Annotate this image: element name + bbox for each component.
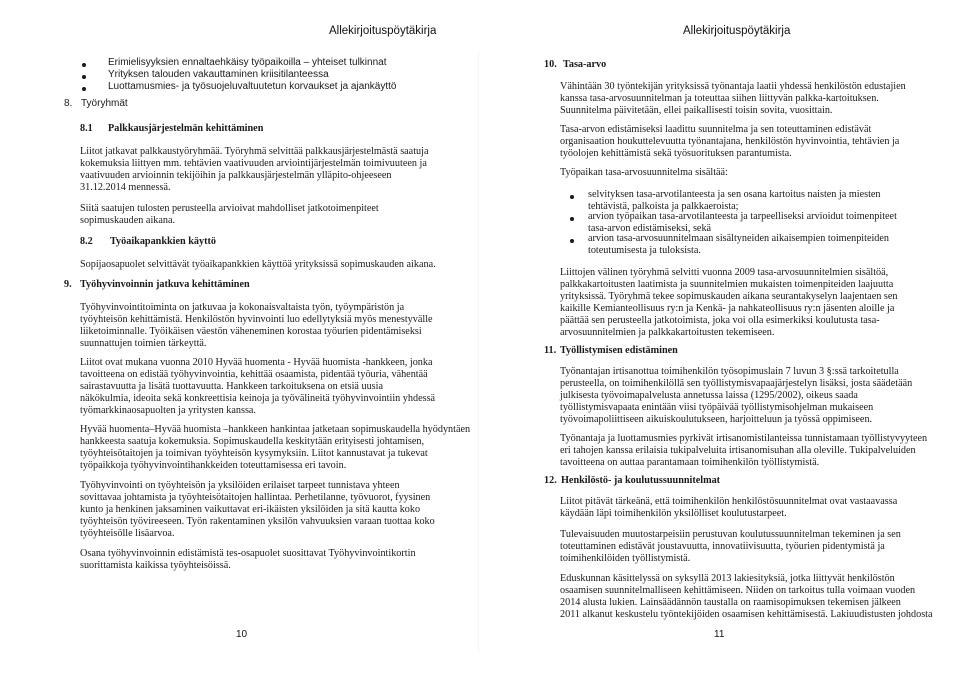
- section-title: Palkkausjärjestelmän kehittäminen: [108, 123, 264, 134]
- paragraph-line: Työnantajan irtisanottua toimihenkilön työsopimuslain 7 luvun 3 §:ssä tarkoitetulla: [560, 366, 899, 377]
- paragraph-line: vaativuuden arvioinnin tekijöihin ja palkkausjärjestelmän ylläpito-ohjeeseen: [80, 170, 392, 181]
- paragraph-line: työyhteisön työvireeseen. Työn rakentaminen yksilön vahvuuksien varaan tuottaa koko: [80, 516, 435, 527]
- paragraph-line: Työhyvinvointitoiminta on jatkuvaa ja kokonaisvaltaista työn, työympäristön ja: [80, 302, 405, 313]
- list-item: tehtävistä, palkoista ja palkkaeroista;: [588, 201, 739, 212]
- paragraph-line: suunnattujen toimien tärkeyttä.: [80, 338, 207, 349]
- paragraph-line: työpaikkoja työhyvinvointihankkeiden toteuttamisessa eri tavoin.: [80, 460, 347, 471]
- list-item: Luottamusmies- ja työsuojeluvaltuutetun korvaukset ja ajankäyttö: [108, 81, 397, 92]
- section-number: 8.2: [80, 236, 93, 247]
- paragraph-line: työyhteisölle lisäarvoa.: [80, 528, 175, 539]
- paragraph-line: näkökulmia, ideoita sekä konkreettisia keinoja ja työvälineitä työhyvinvointiin yhdessä: [80, 393, 436, 404]
- section-number: 12.: [544, 475, 557, 486]
- paragraph-line: Työpaikan tasa-arvosuunnitelma sisältää:: [560, 167, 728, 178]
- paragraph-line: liiketoiminnalle. Työikäisen väestön väheneminen korostaa työurien pidentämiseksi: [80, 326, 422, 337]
- list-item: tasa-arvon edistämiseksi, sekä: [588, 223, 712, 234]
- paragraph-line: eri tahojen kanssa erilaisia tukipalveluita irtisanomisuhan alla oleville. Tukipalveluiden: [560, 445, 916, 456]
- paragraph-line: Liitot pitävät tärkeänä, että toimihenkilön henkilöstösuunnitelmat ovat vastaavassa: [560, 496, 898, 507]
- paragraph-line: työmarkkinaosapuolten ja yritysten kanssa.: [80, 405, 256, 416]
- paragraph-line: tavoitteena on edistää työhyvinvointia, kehittää osaamista, pidentää työuria, vähentää: [80, 369, 428, 380]
- paragraph-line: palkkakartoitusten laatimista ja suunnitelmien mukaisten toimenpiteiden laajuutta: [560, 279, 894, 290]
- paragraph-line: Liitot jatkavat palkkaustyöryhmää. Työryhmä selvittää palkkausjärjestelmästä saatuja: [80, 146, 429, 157]
- page-number: 10: [236, 629, 248, 640]
- bullet-dot: [570, 195, 574, 199]
- section-number: 8.: [64, 98, 73, 109]
- paragraph-line: Hyvää huomenta–Hyvää huomista –hankkeen hankintaa jatketaan sopimuskaudella hyödyntäen: [80, 424, 471, 435]
- paragraph-line: Suunnitelma päivitetään, ellei paikallisesti toisin sovita, vuosittain.: [560, 105, 833, 116]
- paragraph-line: päättää sen perusteella jatkotoimista, joka voi olla esimerkiksi koulutusta tasa-: [560, 315, 880, 326]
- bullet-dot: [82, 87, 86, 91]
- bullet-dot: [570, 217, 574, 221]
- paragraph-line: osaamisen suunnitelmalliseen kehittämiseen. Niiden on tarkoitus tulla voimaan vuoden: [560, 585, 916, 596]
- paragraph-line: käydään läpi toimihenkilön yksilölliset koulutustarpeet.: [560, 508, 787, 519]
- paragraph-line: kunto ja henkinen jaksaminen vaikuttavat eri-ikäisten yksilöiden ja sitä kautta koko: [80, 504, 421, 515]
- page-header-right: Allekirjoituspöytäkirja: [683, 25, 791, 37]
- paragraph-line: kokemuksia liittyen mm. tehtävien vaativuuden arviointijärjestelmän toimivuuteen ja: [80, 158, 427, 169]
- paragraph-line: Liitot ovat mukana vuonna 2010 Hyvää huomenta - Hyvää huomista -hankkeen, jonka: [80, 357, 433, 368]
- paragraph-line: työllistymisvapaata enintään viisi työpäivää työllistymisohjelman mukaiseen: [560, 402, 874, 413]
- paragraph-line: kaikille Kemianteollisuus ry:n ja Kenkä- ja nahkateollisuus ry:n jäsenten aloille ja: [560, 303, 895, 314]
- paragraph-line: Eduskunnan käsittelyssä on syksyllä 2013 lakiesityksiä, jotka liittyvät henkilöstön: [560, 573, 895, 584]
- paragraph-line: työolojen kehittämistä sekä työsuorituksen parantumista.: [560, 148, 792, 159]
- section-number: 9.: [64, 279, 72, 290]
- paragraph-line: 2014 alusta lukien. Lainsäädännön taustalla on raamisopimuksen tekemisen jälkeen: [560, 597, 901, 608]
- list-item: Erimielisyyksien ennaltaehkäisy työpaikoilla – yhteiset tulkinnat: [108, 57, 387, 68]
- section-title: Työhyvinvoinnin jatkuva kehittäminen: [80, 279, 250, 290]
- right-page: [480, 0, 960, 674]
- list-item: arvion työpaikan tasa-arvotilanteesta ja tarpeelliseksi arvioidut toimenpiteet: [588, 211, 897, 222]
- paragraph-line: julkisesta työvoimapalvelusta annetussa laissa (1295/2002), oikeus saada: [560, 390, 858, 401]
- paragraph-line: Tulevaisuuden muutostarpeisiin perustuvan koulutussuunnitelman tekeminen ja sen: [560, 529, 901, 540]
- section-number: 10.: [544, 59, 557, 70]
- paragraph-line: toteuttaminen edistävät joustavuutta, innovatiivisuutta, työurien pidentymistä ja: [560, 541, 885, 552]
- paragraph-line: Tasa-arvon edistämiseksi laadittu suunnitelma ja sen toteuttaminen edistävät: [560, 124, 872, 135]
- page-number: 11: [714, 629, 725, 640]
- paragraph-line: työvoimapoliittiseen aikuiskoulutukseen, harjoitteluun ja työssä oppimiseen.: [560, 414, 873, 425]
- paragraph-line: Liittojen välinen työryhmä selvitti vuonna 2009 tasa-arvosuunnitelmien sisältöä,: [560, 267, 889, 278]
- paragraph-line: Työnantaja ja luottamusmies pyrkivät irtisanomistilanteissa tunnistamaan työllistyvyyteen: [560, 433, 928, 444]
- paragraph-line: toimihenkilöiden työllistymistä.: [560, 553, 691, 564]
- list-item: toteutumisesta ja tuloksista.: [588, 245, 701, 256]
- paragraph-line: sopimuskauden aikana.: [80, 215, 176, 226]
- paragraph-line: sairastavuutta ja lisätä tuottavuutta. Hankkeen tarkoituksena on etsiä uusia: [80, 381, 383, 392]
- page-header-left: Allekirjoituspöytäkirja: [329, 25, 437, 37]
- section-title: Työryhmät: [81, 98, 128, 109]
- section-number: 11.: [544, 345, 557, 356]
- paragraph-line: 2011 alkanut keskustelu työntekijöiden osaamisen kehittämisestä. Lakiuudistusten johdosta: [560, 609, 933, 620]
- section-number: 8.1: [80, 123, 93, 134]
- bullet-dot: [570, 239, 574, 243]
- section-title: Tasa-arvo: [563, 59, 607, 70]
- section-title: Työaikapankkien käyttö: [110, 236, 216, 247]
- paragraph-line: suorittamista kaikissa työyhteisöissä.: [80, 560, 231, 571]
- list-item: Yrityksen talouden vakauttaminen kriisitilanteessa: [108, 69, 329, 80]
- paragraph-line: Siitä saatujen tulosten perusteella arvioivat mahdolliset jatkotoimenpiteet: [80, 203, 379, 214]
- list-item: arvion tasa-arvosuunnitelmaan sisältyneiden aikaisempien toimenpiteiden: [588, 233, 890, 244]
- paragraph-line: 31.12.2014 mennessä.: [80, 182, 171, 193]
- paragraph-line: arvosuunnitelmien ja palkkakartoitusten tekemiseen.: [560, 327, 775, 338]
- paragraph-line: työyhteisön kehittämistä. Henkilöstön hyvinvointi luo edellytyksiä myös menestyvälle: [80, 314, 433, 325]
- paragraph-line: perusteella, on toimihenkilöllä sen työllistymisvapaajärjestelyn lisäksi, josta säädetään: [560, 378, 913, 389]
- paragraph-line: yrityksissä. Työryhmä tekee sopimuskauden aikana seurantakyselyn laajentaen sen: [560, 291, 898, 302]
- paragraph-line: hankkeesta saatuja kokemuksia. Sopimuskaudella keskitytään erityisesti johtamisen,: [80, 436, 425, 447]
- paragraph-line: työyhteisötaitojen ja toimivan työyhteisön kysymyksiin. Liitot kannustavat ja tukevat: [80, 448, 428, 459]
- paragraph-line: tavoitteena on auttaa parantamaan toimihenkilön työllistymistä.: [560, 457, 820, 468]
- list-item: selvityksen tasa-arvotilanteesta ja sen osana kartoitus naisten ja miesten: [588, 189, 881, 200]
- paragraph-line: Osana työhyvinvoinnin edistämistä tes-osapuolet suosittavat Työhyvinvointikortin: [80, 548, 416, 559]
- section-title: Työllistymisen edistäminen: [560, 345, 678, 356]
- paragraph-line: Sopijaosapuolet selvittävät työaikapankkien käyttöä yrityksissä sopimuskauden aikana.: [80, 259, 436, 270]
- paragraph-line: sovittavaa johtamista ja työyhteisötaitojen hallintaa. Perhetilanne, työvuorot, fyysinen: [80, 492, 431, 503]
- bullet-dot: [82, 75, 86, 79]
- bullet-dot: [82, 63, 86, 67]
- section-title: Henkilöstö- ja koulutussuunnitelmat: [561, 475, 721, 486]
- paragraph-line: Työhyvinvointi on työyhteisön ja yksilöiden erilaiset tarpeet tunnistava yhteen: [80, 480, 400, 491]
- paragraph-line: kanssa tasa-arvosuunnitelman ja toteuttaa siihen liittyvän palkka-kartoituksen.: [560, 93, 879, 104]
- paragraph-line: Vähintään 30 työntekijän yrityksissä työnantaja laatii yhdessä henkilöstön edustajien: [560, 81, 906, 92]
- paragraph-line: organisaation houkuttelevuutta työnantajana, henkilöstön hyvinvointia, tehtävien ja: [560, 136, 900, 147]
